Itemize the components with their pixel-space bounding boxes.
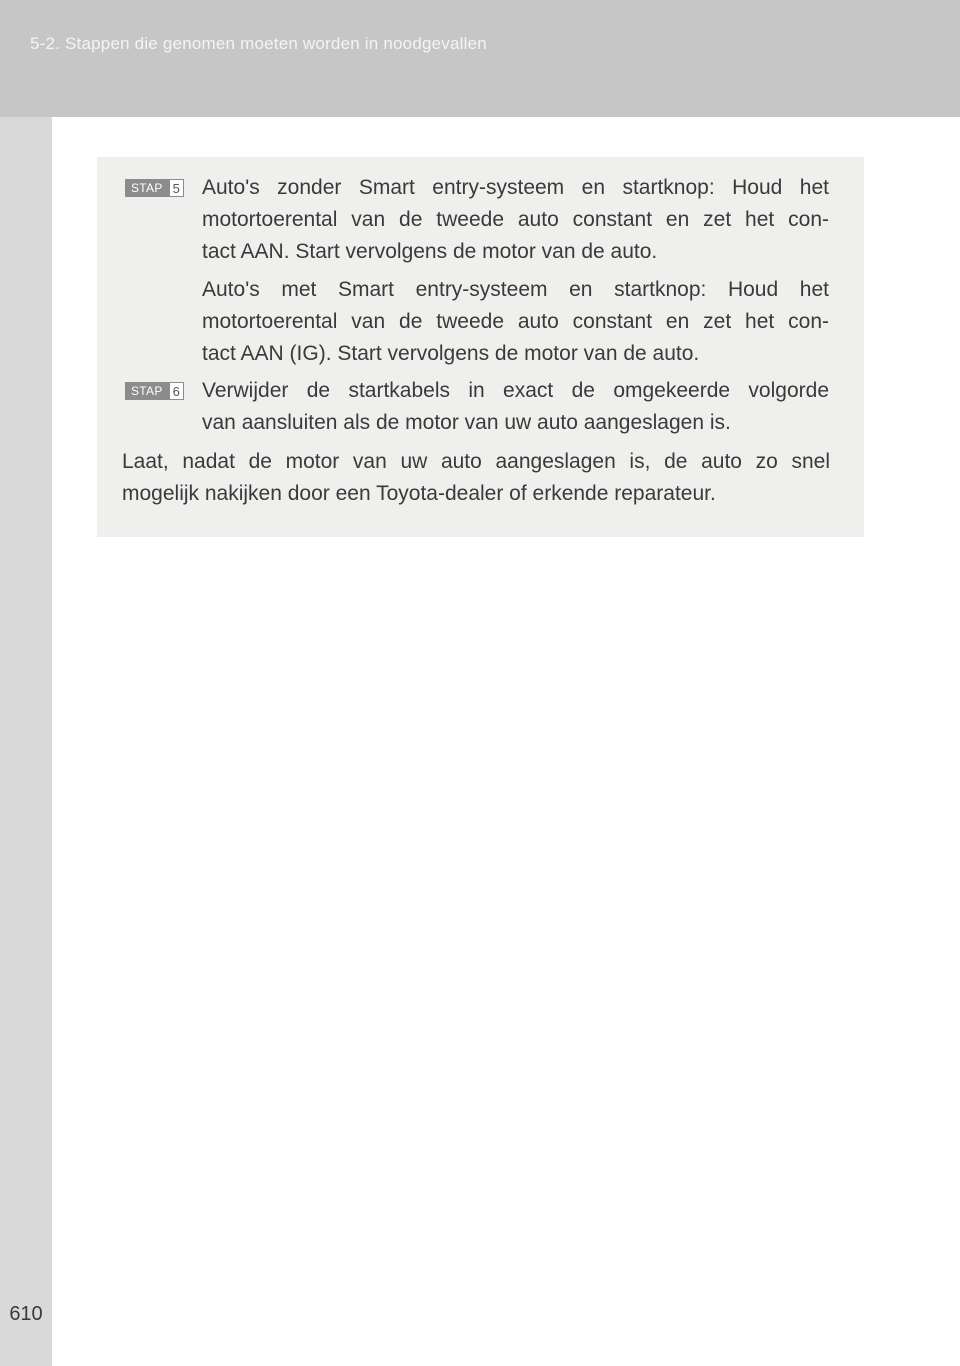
step-6-line-1: Verwijder de startkabels in exact de omgekeerde volgorde [202,379,829,402]
section-title: 5-2. Stappen die genomen moeten worden in noodgevallen [30,34,487,53]
step-6-badge [125,382,184,400]
step-5-para-2-line-1: Auto's met Smart entry-systeem en startknop: Houd het [202,278,829,301]
step-5-badge [125,179,184,197]
note-line-1: Laat, nadat de motor van uw auto aangeslagen is, de auto zo snel [122,450,830,473]
step-5-para-1-line-1: Auto's zonder Smart entry-systeem en startknop: Houd het [202,176,829,199]
step-number: 5 [169,179,184,197]
step-5-para-1-line-3: tact AAN. Start vervolgens de motor van de auto. [202,240,658,263]
step-label: STAP [125,179,169,197]
step-label: STAP [125,382,169,400]
page-header [0,0,960,117]
step-6-line-2: van aansluiten als de motor van uw auto aangeslagen is. [202,411,731,434]
step-5-para-2-line-3: tact AAN (IG). Start vervolgens de motor van de auto. [202,342,700,365]
step-5-para-1-line-2: motortoerental van de tweede auto constant en zet het con- [202,208,829,231]
page-number: 610 [9,1303,43,1325]
page-sidebar [0,117,52,1366]
step-number: 6 [169,382,184,400]
step-5-para-2-line-2: motortoerental van de tweede auto constant en zet het con- [202,310,829,333]
note-line-2: mogelijk nakijken door een Toyota-dealer of erkende reparateur. [122,482,716,505]
